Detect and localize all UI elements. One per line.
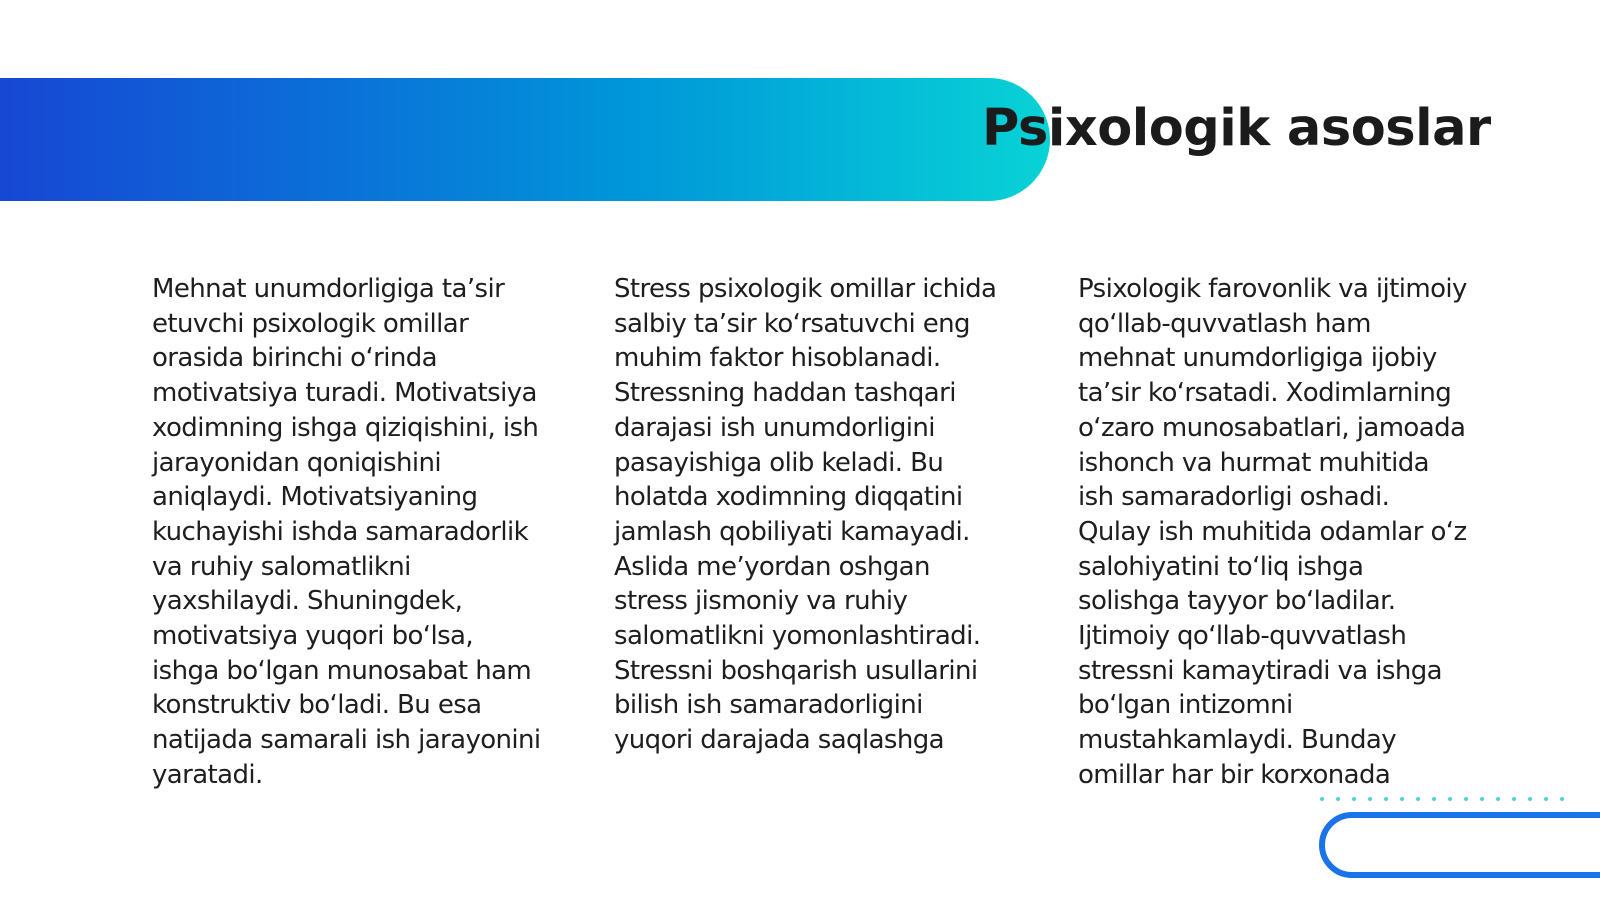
text-column-3: Psixologik farovonlik va ijtimoiy qo‘llab-quvvatlash ham mehnat unumdorligiga ijobiy ta’sir ko‘rsatadi. Xodimlarning o‘zaro munosabatlari, jamoada ishonch va hurmat muhitida ish samaradorligi oshadi. Qulay ish muhitida odamlar o‘z salohiyatini to‘liq ishga solishga tayyor bo‘ladilar. Ijtimoiy qo‘llab-quvvatlash stressni kamaytiradi va ishga bo‘lgan intizomni mustahkamlaydi. Bunday omillar har bir korxonada — [1078, 274, 1467, 790]
text-column-1: Mehnat unumdorligiga ta’sir etuvchi psixologik omillar orasida birinchi o‘rinda motivatsiya turadi. Motivatsiya xodimning ishga qiziqishini, ish jarayonidan qoniqishini aniqlaydi. Motivatsiyaning kuchayishi ishda samaradorlik va ruhiy salomatlikni yaxshilaydi. Shuningdek, motivatsiya yuqori bo‘lsa, ishga bo‘lgan munosabat ham konstruktiv bo‘ladi. Bu esa natijada samarali ish jarayonini yaratadi. — [152, 274, 541, 790]
title-banner — [0, 78, 1050, 201]
decorative-dots — [1320, 797, 1564, 801]
decorative-rounded-line — [1322, 815, 1600, 875]
slide-title: Psixologik asoslar — [982, 99, 1491, 158]
text-column-2: Stress psixologik omillar ichida salbiy ta’sir ko‘rsatuvchi eng muhim faktor hisoblanadi. Stressning haddan tashqari darajasi ish unumdorligini pasayishiga olib keladi. Bu holatda xodimning diqqatini jamlash qobiliyati kamayadi. Aslida me’yordan oshgan stress jismoniy va ruhiy salomatlikni yomonlashtiradi. Stressni boshqarish usullarini bilish ish samaradorligini yuqori darajada saqlashga — [614, 274, 997, 756]
